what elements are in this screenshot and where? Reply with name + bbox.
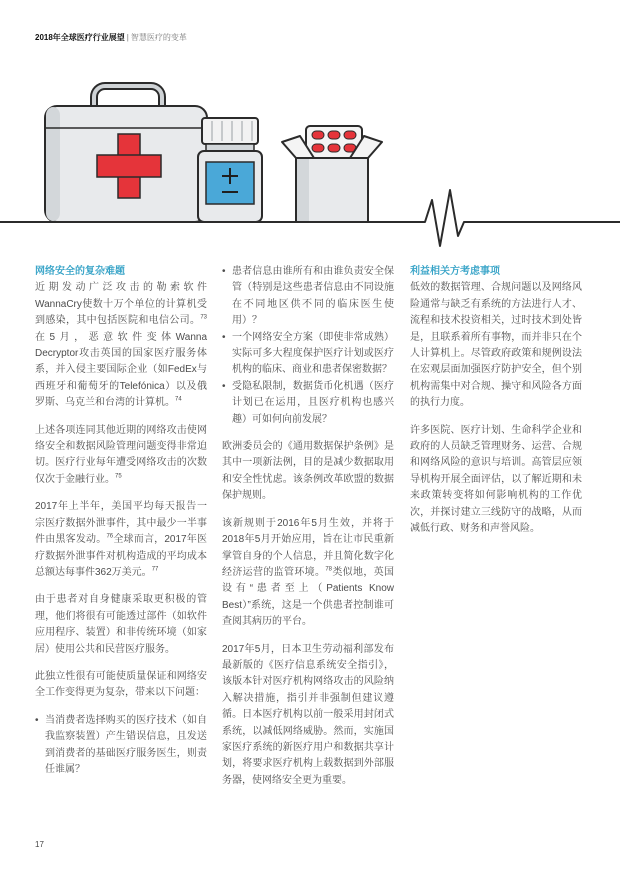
- list-item: • 患者信息由谁所有和由谁负责安全保管（特别是这些患者信息由不同设施在不同地区供不同的临床医生使用）？: [222, 264, 394, 330]
- pill-bottle-icon: [198, 118, 262, 222]
- section-heading-cybersecurity: 网络安全的复杂难题: [35, 266, 125, 277]
- medical-illustration: [0, 70, 620, 260]
- footnote-ref: 77: [151, 566, 159, 573]
- paragraph: [35, 280, 207, 411]
- bullet-list: [35, 713, 207, 779]
- paragraph: [35, 499, 207, 581]
- paragraph: 此独立性很有可能使质量保证和网络安全工作变得更为复杂，带来以下问题：: [35, 670, 207, 699]
- header-separator: |: [126, 33, 129, 42]
- paragraph: [35, 423, 207, 489]
- paragraph-text: 该新规则于2016年5月生效，并将于2018年5月开始应用，旨在让市民重新掌管自身的个人信息，并且简化数字化经济运营的监管环境。: [222, 517, 394, 578]
- footnote-ref: 74: [175, 396, 182, 403]
- paragraph: 由于患者对自身健康采取更积极的管理，他们将很有可能透过部件（如软件应用程序、装置）和非传统环境（如家居）使用公共和民营医疗服务。: [35, 594, 207, 655]
- footnote-ref: 75: [115, 473, 122, 480]
- footnote-ref: 76: [106, 533, 114, 540]
- paragraph: 2017年5月，日本卫生劳动福利部发布最新版的《医疗信息系统安全指引》，该版本针对医疗机构网络攻击的风险纳入解决措施，指引并非强制但建议遵循。日本医疗机构以前一般采用封闭式系统，以减低网络威胁。然而，实施国家医疗系统的新医疗用户和数据共享计划，将要求医疗机构上载数据到外部服务器，使网络安全更为重要。: [222, 643, 394, 786]
- bullet-list: [222, 264, 394, 428]
- footnote-ref: 78: [325, 566, 333, 573]
- list-item: • 当消费者选择购买的医疗技术（如自我监察装置）产生错误信息，且发送到消费者的基础医疗服务医生，则责任谁属？: [35, 713, 207, 779]
- paragraph: [222, 516, 394, 631]
- pill-box-icon: [282, 126, 382, 222]
- paragraph: 低效的数据管理、合规问题以及网络风险通常与缺乏有系统的方法进行人才、流程和技术投资相关，过时技术到处皆是，且联系着所有事物，而并非只在个人计算机上。尽管政府政策和规例设法在宏观层面加强医疗防护安全，但个别机构需集中对合规、操守和风险各方面的执行力度。: [410, 282, 582, 409]
- paragraph-text: 在5月，恶意软件变体Wanna Decryptor攻击英国的国家医疗服务体系，并入侵主要国际企业（如FedEx与西班牙和葡萄牙的Telefónica）以及俄罗斯、乌克兰和台湾的计算机。: [35, 331, 207, 409]
- list-item: • 受隐私限制，数据货币化机遇（医疗计划已在运用，且医疗机构也感兴趣）可如何向前发展？: [222, 379, 394, 428]
- footnote-ref: 73: [200, 314, 207, 321]
- paragraph-text: 2017年上半年，美国平均每天报告一宗医疗数据外泄事件，其中最少一半事件由黑客发动。: [35, 501, 207, 546]
- paragraph-text: 类似地，英国设有“患者至上（Patients Know Best）”系统，这是一个供患者控制谁可查阅其病历的平台。: [222, 566, 395, 628]
- running-header: [35, 33, 187, 43]
- medical-kit-icon: [45, 86, 207, 222]
- section-heading-stakeholders: 利益相关方考虑事项: [410, 266, 500, 277]
- paragraph-text: 全球而言，2017年医疗数据外泄事件对机构造成的平均成本总额达每事件362万美元。: [35, 534, 208, 578]
- paragraph-text: 近期发动广泛攻击的勒索软件WannaCry使数十万个单位的计算机受到感染，其中包括医院和电信公司。: [35, 282, 207, 327]
- paragraph-text: 上述各项连同其他近期的网络攻击使网络安全和数据风险管理问题变得非常迫切。医疗行业每年遭受网络攻击的次数仅次于金融行业。: [35, 424, 207, 485]
- page-number: 17: [35, 840, 44, 849]
- paragraph: 许多医院、医疗计划、生命科学企业和政府的人员缺乏管理财务、运营、合规和网络风险的意识与培训。高管层应领导机构开展全面评估，以了解近期和未来政策转变将如何影响机构的工作优次，并探讨建立三线防守的战略，从而减低行政、财务和声誉风险。: [410, 424, 582, 535]
- paragraph: 欧洲委员会的《通用数据保护条例》是其中一项新法例，目的是减少数据取用和安全性忧虑。该条例改革欧盟的数据保护规则。: [222, 441, 394, 502]
- report-subtitle: 智慧医疗的变革: [130, 33, 187, 42]
- report-title: 2018年全球医疗行业展望: [35, 33, 125, 42]
- column-right: [410, 264, 582, 549]
- list-item: • 一个网络安全方案（即使非常成熟）实际可多大程度保护医疗计划或医疗机构的临床、商业和患者保密数据？: [222, 330, 394, 379]
- column-left: [35, 264, 207, 789]
- column-middle: [222, 264, 394, 800]
